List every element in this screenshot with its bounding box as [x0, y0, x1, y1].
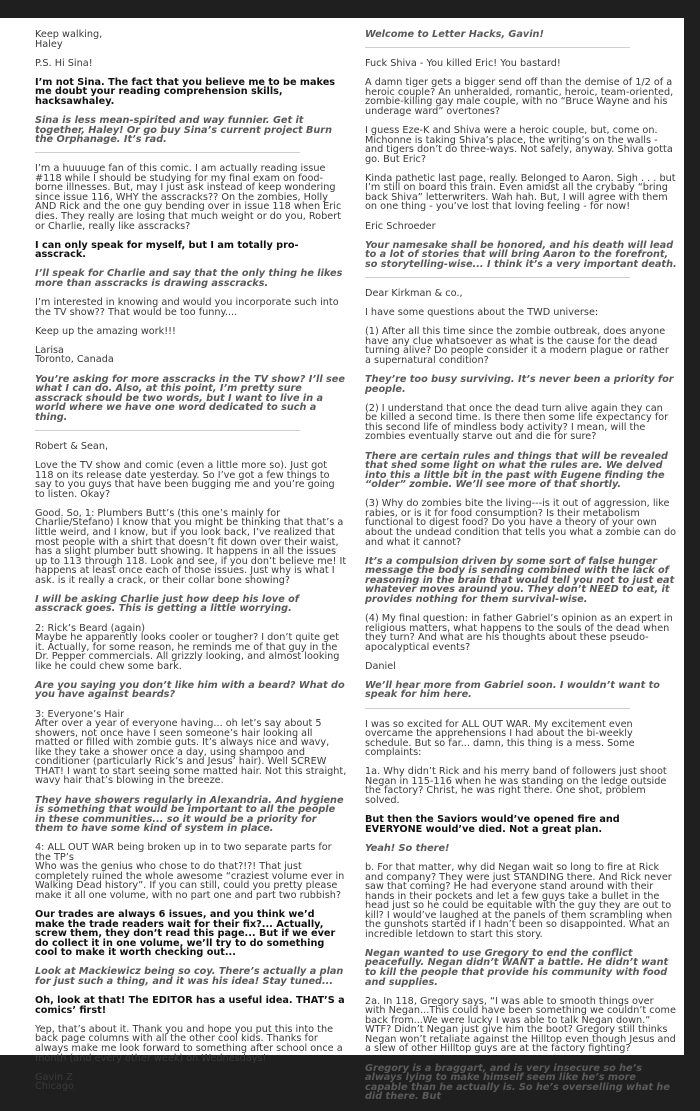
section-divider [365, 47, 630, 48]
letter-paragraph: I’m interested in knowing and would you incorporate such into the TV show?? That would be too funny.... [35, 297, 339, 318]
editor-reply-italic: I’ll speak for Charlie and say that the only thing he likes more than asscracks is drawing asscracks. [35, 268, 343, 289]
letter-paragraph: b. For that matter, why did Negan wait so long to fire at Rick and company? They were just STANDING there. And Rick never saw that coming? He had everyone stand around with their hands in their pockets and let a few guys take a bullet in the head just so he could be equitable with the guy they are out to kill? I would’ve laughed at the panels of them scrambling when the gunshots started if I hadn’t been so disappointed. What an incredible letdown to start this story. [365, 861, 673, 940]
letter-paragraph: Fuck Shiva - You killed Eric! You bastard! [365, 58, 561, 70]
letter-paragraph: 4: ALL OUT WAR being broken up in to two separate parts for the TP’s Who was the genius who chose to do that?!?! That just completely ruined the whole awesome “craziest volume ever in Walking Dead history”. If you can still, could you pretty please make it all one volume, with no part one and part two rubbish? [35, 842, 345, 902]
section-divider [35, 152, 300, 153]
letter-paragraph: 2a. In 118, Gregory says, “I was able to smooth things over with Negan...This could have been something we couldn’t come back from...We were lucky I was able to talk Negan down.” WTF? Didn’t Negan just give him the boot? Gregory still thinks Negan won’t retaliate against the Hilltop even though Jesus and a slew of other Hilltop guys are at the factory fighting? [365, 995, 676, 1055]
letter-paragraph: 1a. Why didn’t Rick and his merry band of followers just shoot Negan in 115-116 when he was standing on the ledge outside the factory? Christ, he was right there. One shot, problem solved. [365, 766, 667, 806]
letter-paragraph: P.S. Hi Sina! [35, 57, 93, 69]
editor-reply-italic: Your namesake shall be honored, and his death will lead to a lot of stories that will bring Aaron to the forefront, so storytelling-wise... I think it’s a very important death. [365, 239, 677, 270]
right-column [365, 30, 677, 1111]
letter-paragraph: Keep up the amazing work!!! [35, 325, 176, 337]
editor-reply-italic: They’re too busy surviving. It’s never been a priority for people. [365, 374, 674, 395]
editor-reply-italic: We’ll hear more from Gabriel soon. I wouldn’t want to speak for him here. [365, 679, 660, 701]
letter-paragraph: A damn tiger gets a bigger send off than the demise of 1/2 of a heroic couple? An unheralded, romantic, heroic, team-oriented, zombie-killing gay male couple, with no “Bruce Wayne and his underage ward” overtones? [365, 77, 674, 117]
section-divider [35, 430, 300, 431]
letter-paragraph: Eric Schroeder [365, 220, 436, 232]
letters-page [0, 18, 684, 1103]
letter-paragraph: I have some questions about the TWD universe: [365, 307, 599, 319]
editor-reply-italic: It’s a compulsion driven by some sort of false hunger message the body is sending combined with the lack of reasoning in the brain that would tell you not to just eat whatever moves around you. They don’t NEED to eat, it provides nothing for them survival-wise. [365, 555, 675, 605]
letter-paragraph: I guess Eze-K and Shiva were a heroic couple, but, come on. Michonne is taking Shiva’s place, the writing’s on the walls - and tigers don’t do three-ways. Not safely, anyway. Shiva gotta go. But Eric? [365, 125, 673, 165]
editor-reply-bold: I’m not Sina. The fact that you believe me to be makes me doubt your reading comprehension skills, hacksawhaley. [35, 76, 336, 107]
letter-paragraph: Love the TV show and comic (even a little more so). Just got 118 on its release date yesterday. So I’ve got a few things to say to you guys that have been bugging me and you’re going to listen. Okay? [35, 460, 335, 500]
editor-reply-italic: There are certain rules and things that will be revealed that shed some light on what the rules are. We delved into this a little bit in the past with Eugene finding the “older” zombie. We’ll see more of that shortly. [365, 450, 668, 491]
editor-reply-bold: But then the Saviors would’ve opened fire and EVERYONE would’ve died. Not a great plan. [365, 814, 620, 835]
editor-reply-italic: Yeah! So there! [365, 842, 450, 854]
letter-paragraph: Daniel [365, 660, 396, 672]
letter-paragraph: (4) My final question: in father Gabriel’s opinion as an expert in religious matters, what happens to the souls of the dead when they turn? And what are his thoughts about these pseudo-apocalyptical events? [365, 612, 673, 653]
letter-paragraph: I’m a huuuuge fan of this comic. I am actually reading issue #118 while I should be studying for my final exam on food-borne illnesses. But, may I just ask instead of keep wondering since issue 116, WHY the asscracks?? On the zombies, Holly AND Rick and the one guy bending over in issue 118 when Eric dies. They really are losing that much weight or do you, Robert or Charlie, really like asscracks? [35, 163, 342, 232]
letter-paragraph: (1) After all this time since the zombie outbreak, does anyone have any clue whatsoever as what is the cause for the dead turning alive? Do people consider it a modern plague or rather a supernatural condition? [365, 326, 669, 366]
letter-paragraph: Larisa Toronto, Canada [35, 344, 114, 366]
editor-reply-italic: Negan wanted to use Gregory to end the conflict peacefully. Negan didn’t WANT a battle. He didn’t want to kill the people that provide his community with food and supplies. [365, 947, 669, 988]
editor-reply-italic: I will be asking Charlie just how deep his love of asscrack goes. This is getting a little worrying. [35, 593, 300, 615]
section-divider [365, 277, 630, 278]
left-column [35, 30, 347, 1101]
editor-reply-italic: Gregory is a braggart, and is very insecure so he’s always lying to make himself seem like he’s more capable than he actually is. So he’s overselling what he did there. But [365, 1062, 670, 1103]
editor-reply-italic: You’re asking for more asscracks in the TV show? I’ll see what I can do. Also, at this point, I’m pretty sure asscrack should be two words, but I want to live in a world where we have one word dedicated to such a thing. [35, 373, 345, 423]
editor-reply-bold: Oh, look at that! The EDITOR has a useful idea. THAT’S a comics’ first! [35, 995, 345, 1016]
letter-paragraph: Dear Kirkman & co., [365, 288, 463, 299]
letter-paragraph: Keep walking, Haley [35, 29, 103, 50]
editor-reply-italic: They have showers regularly in Alexandria. And hygiene is something that would be important to all the people in these communities... so it would be a priority for them to have some kind of system in place. [35, 794, 344, 835]
editor-reply-italic: Sina is less mean-spirited and way funnier. Get it together, Haley! Or go buy Sina’s current project Burn the Orphanage. It’s rad. [35, 115, 332, 146]
letter-paragraph: (3) Why do zombies bite the living---is it out of aggression, like rabies, or is it for food consumption? Is their metabolism functional to digest food? Do you have a theory of your own about the undead condition that tells you what a zombie can do and what it cannot? [365, 498, 677, 548]
letter-paragraph: 3: Everyone’s Hair After over a year of everyone having... oh let’s say about 5 showers, not once have I seen someone’s hair looking all matted or filled with zombie guts. It’s always nice and wavy, like they take a shower once a day, using shampoo and conditioner (particularly Rick’s and Jesus’ hair). Well SCREW THAT! I want to start seeing some matted hair. Not this straight, wavy hair that’s blowing in the breeze. [35, 708, 347, 787]
letter-paragraph: Yep, that’s about it. Thank you and hope you put this into the back page columns with all the other cool kids. Thanks for always make me look forward to something after school once a month (and every other week) on Wednesdays! [35, 1023, 343, 1064]
section-divider [365, 708, 630, 709]
editor-reply-italic: Welcome to Letter Hacks, Gavin! [365, 29, 544, 40]
letter-paragraph: (2) I understand that once the dead turn alive again they can be killed a second time. Is there then some life expectancy for this second life of mindless body activity? I mean, will the zombies eventually starve out and die for sure? [365, 402, 669, 443]
editor-reply-italic: Are you saying you don’t like him with a beard? What do you have against beards? [35, 679, 345, 701]
editor-reply-italic: Look at Mackiewicz being so coy. There’s actually a plan for just such a thing, and it was his idea! Stay tuned... [35, 966, 344, 988]
editor-reply-bold: I can only speak for myself, but I am totally pro-asscrack. [35, 239, 299, 261]
letter-paragraph: 2: Rick’s Beard (again) Maybe he apparently looks cooler or tougher? I don’t quite get it. Actually, for some reason, he reminds me of that guy in the Dr. Pepper commercials. All grizzly looking, and almost looking like he could chew some bark. [35, 622, 340, 672]
letter-paragraph: Kinda pathetic last page, really. Belonged to Aaron. Sigh . . . but I’m still on board this train. Even amidst all the crybaby “bring back Shiva” letterwriters. Wah hah. But, I will agree with them on one thing - you’ve lost that loving feeling - for now! [365, 172, 676, 213]
letter-paragraph: I was so excited for ALL OUT WAR. My excitement even overcame the apprehensions I had about the bi-weekly schedule. But so far... damn, this thing is a mess. Some complaints: [365, 718, 635, 759]
letter-paragraph: Good. So, 1: Plumbers Butt’s (this one’s mainly for Charlie/Stefano) I know that you might be thinking that that’s a little weird, and I know, but if you look back, I’ve realized that most people with a shirt that doesn’t fit down over their waist, has a slight plumber butt showing. It happens in all the issues up to 113 through 118. Look and see, if you don’t believe me! It happens at least once each of those issues. Just why is what I ask. is it really a crack, or their collar bone showing? [35, 507, 347, 586]
letter-paragraph: Gavin Z Chicago [35, 1071, 74, 1093]
letter-paragraph: Robert & Sean, [35, 440, 109, 452]
editor-reply-bold: Our trades are always 6 issues, and you think we’d make the trade readers wait for their fix?... Actually, screw them, they don’t read this page... But if we ever do collect it in one volume, we’ll try to do something cool to make it worth checking out... [35, 909, 336, 959]
